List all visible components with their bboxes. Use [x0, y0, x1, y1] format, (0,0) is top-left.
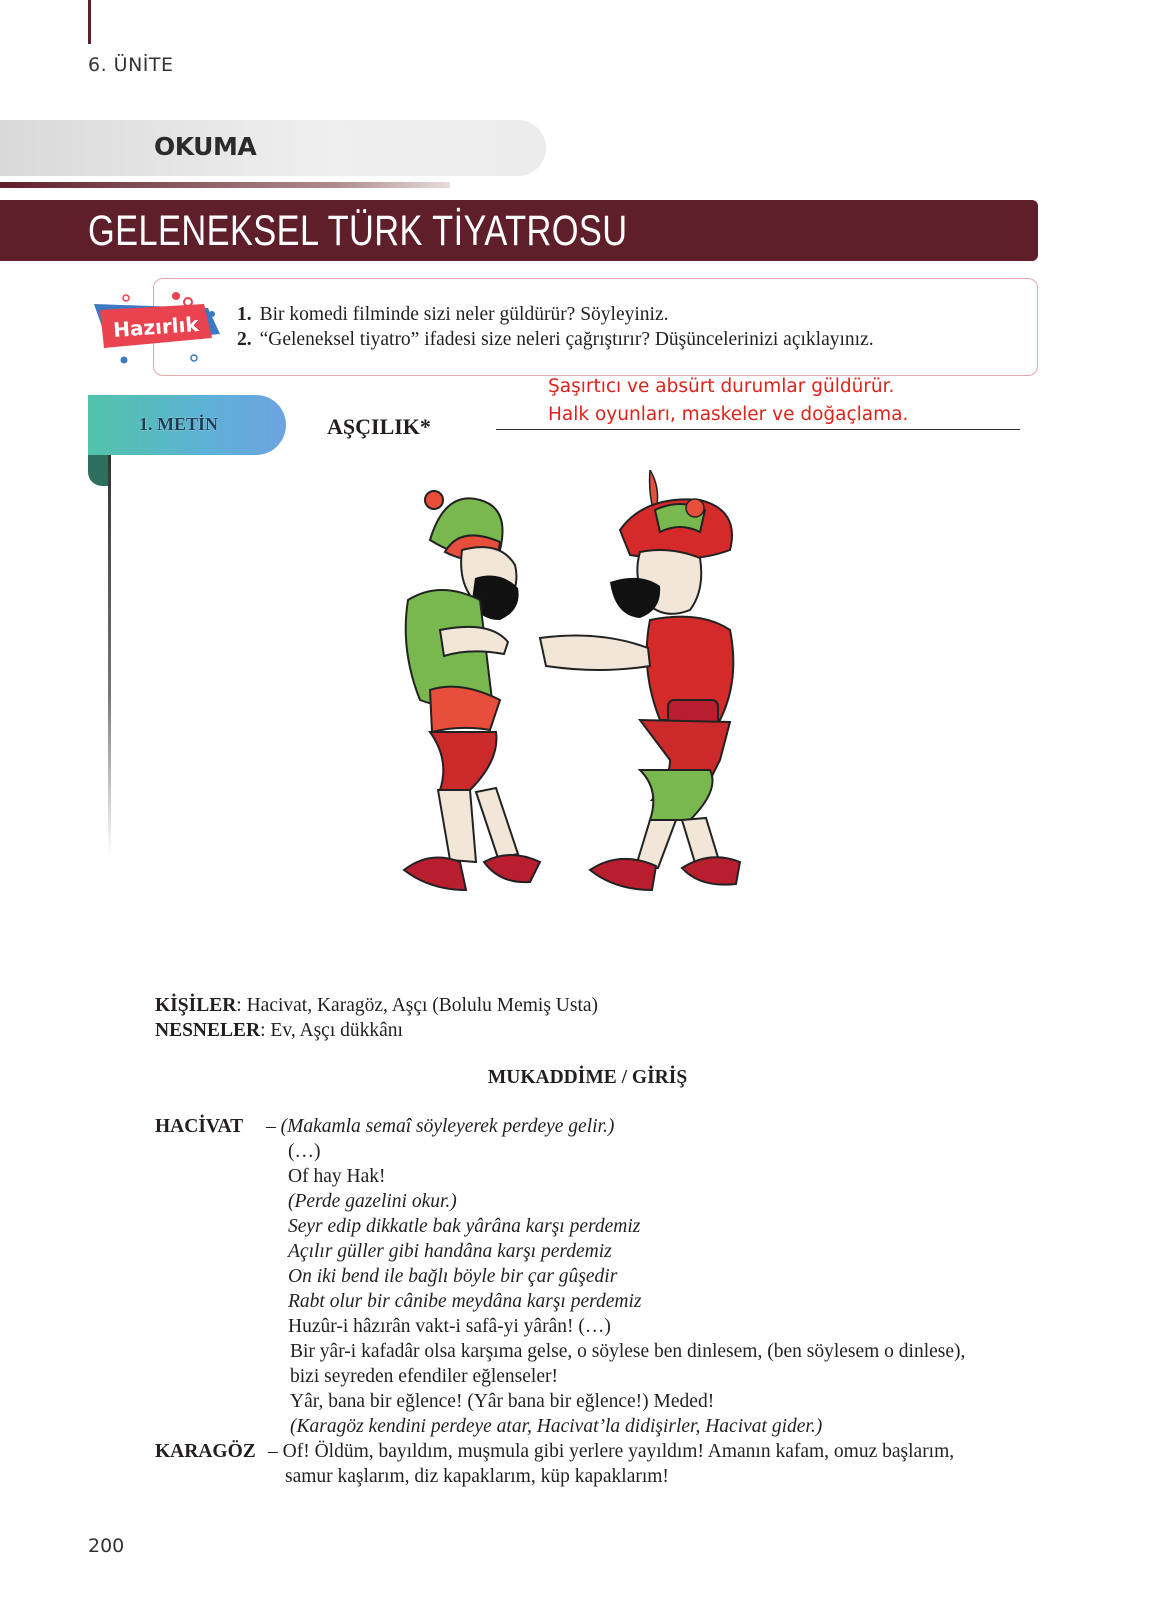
speaker-karagoz: KARAGÖZ [155, 1441, 256, 1462]
dialogue-line: Of hay Hak! [288, 1166, 386, 1187]
badge-dot-icon [191, 355, 197, 361]
dialogue-line: – (Makamla semaî söyleyerek perdeye gelir.) [266, 1116, 615, 1137]
answer-2: Halk oyunları, maskeler ve doğaçlama. [548, 404, 909, 425]
dialogue-line: samur kaşlarım, diz kapaklarım, küp kapaklarım! [285, 1466, 669, 1487]
dialogue-line: Huzûr-i hâzırân vakt-i safâ-yi yârân! (…) [288, 1316, 611, 1337]
dialogue-line: (Perde gazelini okur.) [288, 1191, 457, 1212]
preparation-badge [88, 290, 224, 368]
page-title: GELENEKSEL TÜRK TİYATROSU [88, 207, 628, 255]
cast-list [155, 993, 598, 1043]
hacivat-puppet-figure [540, 470, 740, 890]
badge-dot-icon [121, 357, 128, 364]
answer-line [496, 429, 1020, 430]
preparation-questions [237, 302, 874, 352]
dialogue-line: Yâr, bana bir eğlence! (Yâr bana bir eğlence!) Meded! [290, 1391, 715, 1412]
dialogue-line: (…) [288, 1141, 321, 1162]
text-title: AŞÇILIK* [327, 414, 431, 439]
objects-line: NESNELER: Ev, Aşçı dükkânı [155, 1020, 403, 1041]
dialogue-line: bizi seyreden efendiler eğlenseler! [290, 1366, 558, 1387]
question-2: 2. “Geleneksel tiyatro” ifadesi size neleri çağrıştırır? Düşüncelerinizi açıklayınız. [237, 329, 874, 350]
badge-dot-icon [172, 292, 180, 300]
section-heading: MUKADDİME / GİRİŞ [487, 1067, 688, 1088]
page-number: 200 [88, 1535, 125, 1557]
badge-label: Hazırlık [112, 312, 200, 342]
section-underline [0, 182, 450, 188]
karagoz-puppet-figure [404, 491, 540, 890]
section-tab [0, 120, 546, 176]
left-margin-rule [108, 455, 111, 855]
handwritten-answers [548, 373, 908, 429]
dialogue-line: Seyr edip dikkatle bak yârâna karşı perdemiz [288, 1216, 641, 1237]
section-label: OKUMA [154, 132, 257, 161]
speaker-hacivat: HACİVAT [155, 1116, 244, 1137]
dialogue-line: – Of! Öldüm, bayıldım, muşmula gibi yerlere yayıldım! Amanın kafam, omuz başlarım, [268, 1441, 955, 1462]
dialogue-line: (Karagöz kendini perdeye atar, Hacivat’la didişirler, Hacivat gider.) [290, 1416, 823, 1437]
dialogue-line: Rabt olur bir cânibe meydâna karşı perdemiz [288, 1291, 642, 1312]
dialogue-line: On iki bend ile bağlı böyle bir çar gûşedir [288, 1266, 618, 1287]
badge-dot-icon [123, 295, 129, 301]
text-tab-label: 1. METİN [139, 414, 219, 434]
karagoz-hacivat-illustration [400, 470, 780, 930]
persons-line: KİŞİLER: Hacivat, Karagöz, Aşçı (Bolulu Memiş Usta) [155, 995, 599, 1016]
unit-label: 6. ÜNİTE [88, 54, 174, 76]
answer-1: Şaşırtıcı ve absürt durumlar güldürür. [548, 376, 895, 397]
dialogue-line: Açılır güller gibi handâna karşı perdemiz [288, 1241, 612, 1262]
question-1: 1. Bir komedi filminde sizi neler güldürür? Söyleyiniz. [237, 304, 669, 325]
dialogue-line: Bir yâr-i kafadâr olsa karşıma gelse, o söylese ben dinlesem, (ben söylesem o dinlese), [290, 1341, 966, 1362]
unit-marker-bar [88, 0, 91, 44]
